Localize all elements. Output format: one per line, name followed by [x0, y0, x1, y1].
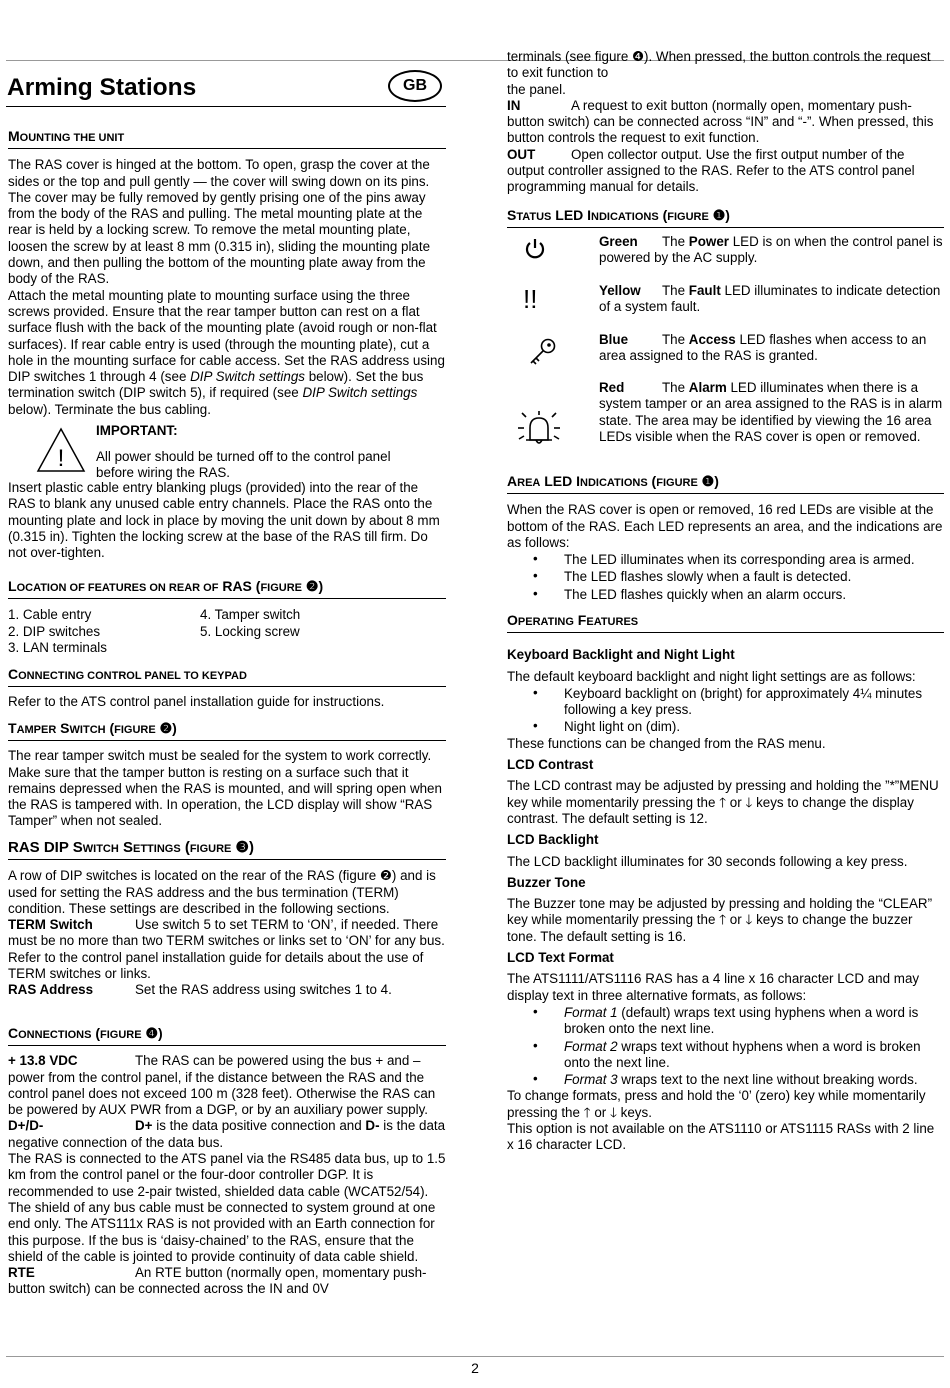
- list-item: • Format 1 (default) wraps text using hyphens when a word is broken onto the next line.: [507, 1004, 944, 1038]
- list-item: • Format 2 wraps text without hyphens when a word is broken onto the next line.: [507, 1038, 944, 1072]
- mounting-section: [8, 128, 446, 562]
- connecting-section: [8, 666, 446, 711]
- mounting-paragraph-1: The RAS cover is hinged at the bottom. To open, grasp the cover at the sides or the top and pull gently — the cover will swing down on its pins. The cover may be fully removed by gently prising one of the pins away from the body of the RAS and pulling. The metal mounting plate at the rear is held by a locking screw. To remove the metal mounting plate, loosen the screw by at least 8 mm (0.315 in), sliding the mounting plate down, and then pulling the bottom of the mounting plate away from the body of the RAS.: [8, 157, 431, 287]
- important-label: IMPORTANT:: [96, 423, 178, 439]
- change-format-text: To change formats, press and hold the ‘0’ (zero) key while momentarily pressing the 🡑 or 🡓 keys.: [507, 1088, 926, 1120]
- keyboard-backlight-title: Keyboard Backlight and Night Light: [507, 647, 735, 663]
- title-row: [6, 68, 446, 107]
- mounting-paragraph-2: Attach the metal mounting plate to mounting surface using the three screws provided. Ensure that the rear tamper button can rest on a flat surface flush with the back of the mounting plate (avoid rough or non-flat surfaces). If rear cable entry is used (through the mounting plate), cut a hole in the mounting surface for cable access. Set the RAS address using DIP switches 1 through 4 (see DIP Switch settings below). Set the bus termination switch (DIP switch 5), if required (see DIP Switch settings below). Terminate the bus cabling.: [8, 287, 445, 417]
- language-badge: GB: [388, 70, 442, 102]
- connecting-heading: CONNECTING CONTROL PANEL TO KEYPAD: [8, 666, 446, 687]
- lcd-contrast-title: LCD Contrast: [507, 757, 594, 773]
- lcd-text-format-intro: The ATS1111/ATS1116 RAS has a 4 line x 16 character LCD and may display text in three alternative formats, as follows:: [507, 971, 920, 1003]
- list-item: • Night light on (dim).: [507, 718, 944, 735]
- format-note-text: This option is not available on the ATS1110 or ATS1115 RASs with 2 line x 16 character LCD.: [507, 1121, 935, 1153]
- tamper-text: The rear tamper switch must be sealed for the system to work correctly. Make sure that the tamper button is resting on a surface such that it remains depressed when the RAS is mounted, and will spring open when the RAS is tampered with. In operation, the LCD display will show “RAS Tamper” when not sealed.: [8, 748, 442, 829]
- lcd-backlight-text: The LCD backlight illuminates for 30 seconds following a key press.: [507, 853, 908, 869]
- keyboard-backlight-text: The default keyboard backlight and night light settings are as follows:: [507, 668, 916, 684]
- list-item: 5. Locking screw: [200, 623, 300, 639]
- power-icon: [523, 236, 547, 260]
- connecting-text: Refer to the ATS control panel installation guide for instructions.: [8, 694, 385, 710]
- dip-paragraph: A row of DIP switches is located on the rear of the RAS (figure ❷) and is used for setting the RAS address and the bus termination (TERM) condition. These settings are described in the following sections.: [8, 868, 436, 916]
- mounting-paragraph-3: Insert plastic cable entry blanking plugs (provided) into the rear of the RAS to blank any unused cable entry channels. Place the RAS onto the mounting plate and lock in place by moving the unit down by about 8 mm (0.315 in). Tighten the locking screw at the base of the RAS till firm. Do not over-tighten.: [8, 480, 440, 561]
- ras-address-paragraph: RAS Address Set the RAS address using switches 1 to 4.: [8, 982, 392, 998]
- lcd-text-format-title: LCD Text Format: [507, 950, 614, 966]
- term-switch-paragraph: TERM Switch Use switch 5 to set TERM to ‘ON’, if needed. There must be no more than two TERM switches or links set to ‘ON’ for any bus. Refer to the control panel installation guide for details about the use of TERM switches or links.: [8, 917, 445, 982]
- location-heading: LOCATION OF FEATURES ON REAR OF RAS (FIGURE ❷): [8, 578, 446, 599]
- list-item: • The LED illuminates when its corresponding area is armed.: [507, 551, 944, 568]
- led-green: Green The Power LED is on when the control panel is powered by the AC supply.: [599, 234, 943, 266]
- bus-paragraph: The RAS is connected to the ATS panel via the RS485 data bus, up to 1.5 km from the control panel or the four-door controller DGP. It is recommended to use 2-pair twisted, shielded data cable (WCAT52/54). The shield of any bus cable must be connected to system ground at one end only. The ATS111x RAS is not provided with an Earth connection for this purpose. If the bus is ‘daisy-chained’ to the RAS, ensure that the shield of the cable is jointed to provide continuity of data cable shield.: [8, 1151, 446, 1264]
- page-number: 2: [471, 1360, 479, 1376]
- buzzer-tone-title: Buzzer Tone: [507, 874, 586, 890]
- rte-continued-text-2: the panel.: [507, 81, 566, 97]
- warning-icon: [36, 427, 86, 473]
- dip-heading: RAS DIP SWITCH SETTINGS (FIGURE ❸): [8, 840, 446, 860]
- out-paragraph: OUT Open collector output. Use the first output number of the output controller assigned to the RAS. Refer to the ATS control panel programming manual for details.: [507, 146, 915, 195]
- list-item: • Format 3 wraps text to the next line without breaking words.: [507, 1071, 944, 1088]
- important-text: All power should be turned off to the control panel before wiring the RAS.: [96, 449, 391, 481]
- tamper-heading: TAMPER SWITCH (FIGURE ❷): [8, 720, 446, 741]
- connections-heading: CONNECTIONS (FIGURE ❹): [8, 1025, 446, 1046]
- led-yellow: Yellow The Fault LED illuminates to indicate detection of a system fault.: [599, 283, 941, 315]
- location-section: [8, 578, 446, 656]
- key-icon: [527, 336, 559, 368]
- buzzer-tone-text: The Buzzer tone may be adjusted by pressing and holding the “CLEAR” key while momentarily pressing the 🡑 or 🡓 keys to change the buzzer tone. The default setting is 16.: [507, 896, 933, 944]
- operating-heading: OPERATING FEATURES: [507, 612, 944, 633]
- features-col-1: [8, 607, 200, 656]
- bottom-rule: [6, 1356, 944, 1357]
- list-item: • The LED flashes quickly when an alarm occurs.: [507, 586, 944, 603]
- list-item: 3. LAN terminals: [8, 639, 107, 655]
- area-section: [507, 473, 944, 603]
- area-heading: AREA LED INDICATIONS (FIGURE ❶): [507, 473, 944, 494]
- lcd-backlight-title: LCD Backlight: [507, 832, 599, 848]
- svg-text:!: !: [57, 445, 65, 473]
- mounting-heading: MOUNTING THE UNIT: [8, 128, 446, 149]
- status-heading: STATUS LED INDICATIONS (FIGURE ❶): [507, 207, 944, 228]
- rte-continued-text: terminals (see figure ❹). When pressed, the button controls the request to exit function to: [507, 49, 931, 81]
- important-notice: [8, 423, 446, 480]
- page-title: Arming Stations: [7, 74, 197, 101]
- led-blue: Blue The Access LED flashes when access to an area assigned to the RAS is granted.: [599, 332, 927, 364]
- area-text: When the RAS cover is open or removed, 16 red LEDs are visible at the bottom of the RAS. Each LED represents an area, and the indications are as follows:: [507, 502, 943, 550]
- bell-icon: [515, 408, 563, 448]
- vdc-paragraph: + 13.8 VDC The RAS can be powered using the bus + and – power from the control panel, if the distance between the RAS and the control panel does not exceed 100 m (328 feet). Otherwise the RAS can be powered by AUX PWR from a DGP, or by an auxiliary power supply.: [8, 1053, 436, 1118]
- data-bus-paragraph: D+/D- D+ is the data positive connection and D- is the data negative connection of the data bus.: [8, 1118, 446, 1150]
- led-red: Red The Alarm LED illuminates when there is a system tamper or an area assigned to the RAS is in alarm state. The area may be identified by viewing the 16 area LEDs visible when the RAS cover is open or removed.: [599, 380, 943, 444]
- keyboard-backlight-after: These functions can be changed from the RAS menu.: [507, 735, 826, 751]
- features-col-2: [200, 607, 300, 656]
- connections-section: [8, 1025, 446, 1298]
- dip-section: [8, 840, 446, 999]
- lcd-contrast-text: The LCD contrast may be adjusted by pressing and holding the ”*”MENU key while momentarily pressing the 🡑 or 🡓 keys to change the display contrast. The default setting is 12.: [507, 778, 939, 826]
- rte-paragraph: RTE An RTE button (normally open, momentary push-button switch) can be connected across the IN and 0V: [8, 1265, 427, 1297]
- list-item: 2. DIP switches: [8, 623, 101, 639]
- operating-section: [507, 612, 944, 1154]
- list-item: • The LED flashes slowly when a fault is detected.: [507, 568, 944, 585]
- status-section: [507, 207, 944, 228]
- list-item: • Keyboard backlight on (bright) for approximately 4¼ minutes following a key press.: [507, 685, 944, 719]
- list-item: 1. Cable entry: [8, 607, 92, 623]
- rte-continued: [507, 49, 944, 196]
- fault-icon: !!: [523, 284, 538, 314]
- list-item: 4. Tamper switch: [200, 607, 301, 623]
- in-paragraph: IN A request to exit button (normally open, momentary push-button switch) can be connected across “IN” and “-”. When pressed, this button controls the request to exit function.: [507, 97, 934, 146]
- tamper-section: [8, 720, 446, 830]
- features-list: [8, 607, 446, 656]
